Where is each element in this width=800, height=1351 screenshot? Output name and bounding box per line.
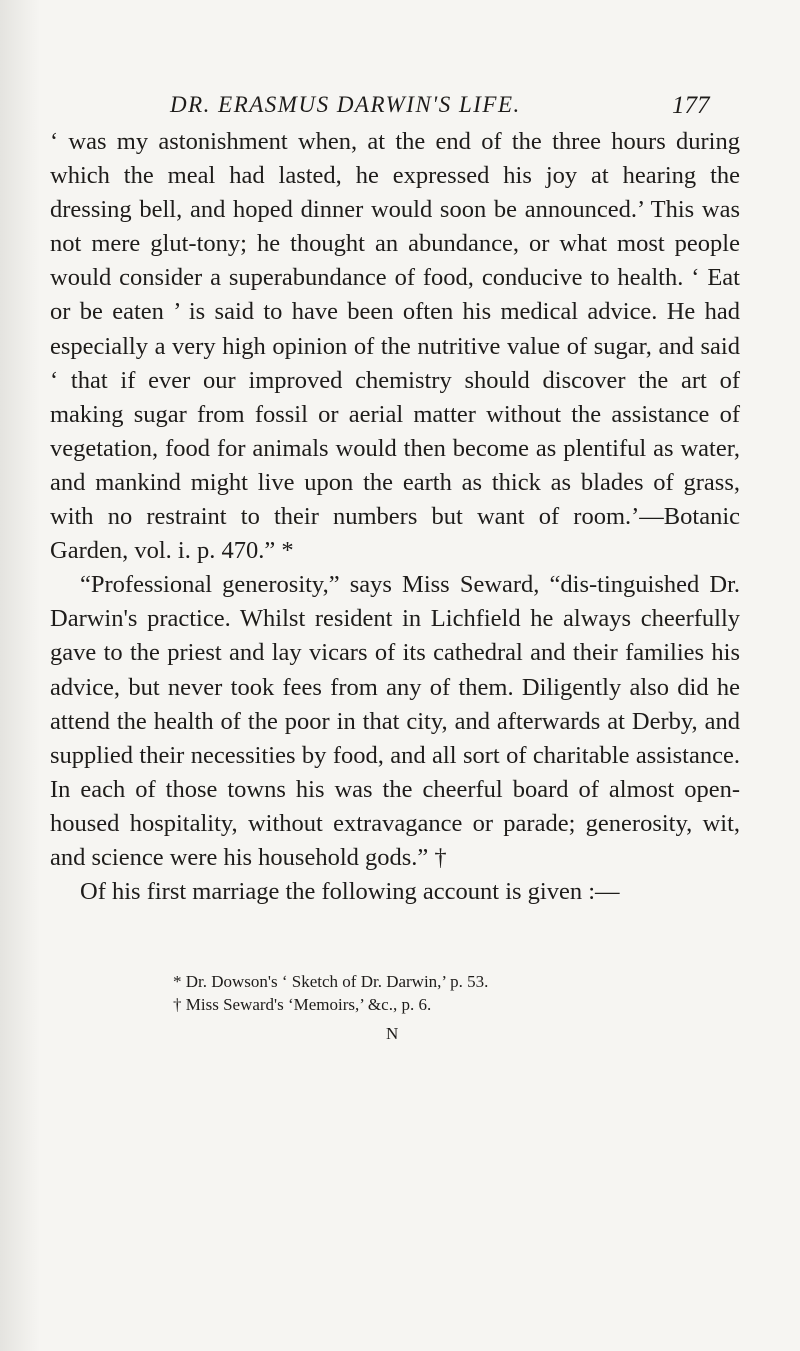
footnote-1: * Dr. Dowson's ‘ Sketch of Dr. Darwin,’ p. 53.	[173, 972, 489, 991]
footnote-2: † Miss Seward's ‘Memoirs,’ &c., p. 6.	[173, 995, 432, 1014]
body-text	[50, 125, 740, 909]
running-title: DR. ERASMUS DARWIN'S LIFE.	[170, 92, 521, 117]
page-number: 177	[672, 92, 710, 119]
signature-mark: N	[386, 1024, 399, 1043]
paragraph-3: Of his first marriage the following account is given :—	[80, 878, 620, 906]
paragraph-1: ‘ was my astonishment when, at the end of the three hours during which the meal had lasted, he expressed his joy at hearing the dressing bell, and hoped dinner would soon be announced.’ This was not mere glut-tony; he thought an abundance, or what most people would consider a superabundance of food, conducive to health. ‘ Eat or be eaten ’ is said to have been often his medical advice. He had especially a very high opinion of the nutritive value of sugar, and said ‘ that if ever our improved chemistry should discover the art of making sugar from fossil or aerial matter without the assistance of vegetation, food for animals would then become as plentiful as water, and mankind might live upon the earth as thick as blades of grass, with no restraint to their numbers but want of room.’—Botanic Garden, vol. i. p. 470.” *	[50, 128, 740, 565]
paragraph-2: “Professional generosity,” says Miss Seward, “dis-tinguished Dr. Darwin's practice. Whilst resident in Lichfield he always cheerfully gave to the priest and lay vicars of its cathedral and their families his advice, but never took fees from any of them. Diligently also did he attend the health of the poor in that city, and afterwards at Derby, and supplied their necessities by food, and all sort of charitable assistance. In each of those towns his was the cheerful board of almost open-housed hospitality, without extravagance or parade; generosity, wit, and science were his household gods.” †	[50, 571, 740, 871]
